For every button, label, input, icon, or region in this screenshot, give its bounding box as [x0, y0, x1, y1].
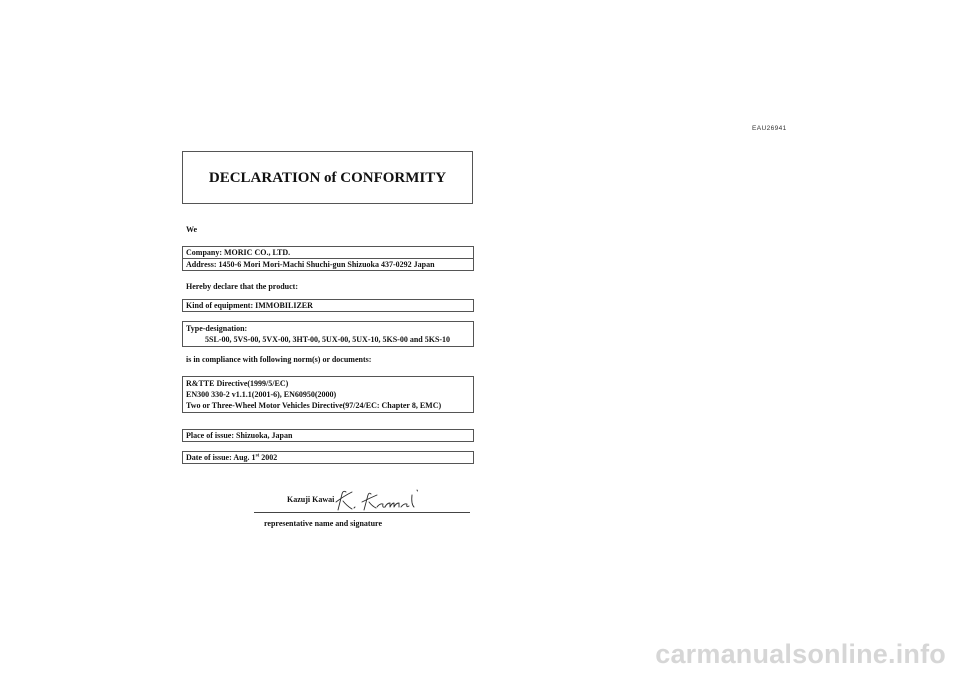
company-box [182, 246, 474, 271]
watermark-text: carmanualsonline.info [655, 639, 946, 669]
title-box [182, 151, 473, 204]
date-line [183, 452, 473, 463]
company-line: Company: MORIC CO., LTD. [186, 248, 291, 257]
type-label: Type-designation: [186, 324, 248, 333]
intro-text: We [186, 225, 198, 234]
date-suffix: 2002 [259, 453, 278, 462]
signature-line [254, 512, 470, 513]
declare-text: Hereby declare that the product: [186, 282, 298, 291]
page-title: DECLARATION of CONFORMITY [208, 170, 447, 186]
norms-box [182, 376, 474, 413]
equipment-box [182, 299, 474, 312]
date-prefix: Date of issue: Aug. 1 [186, 453, 256, 462]
representative-caption: representative name and signature [264, 519, 382, 528]
type-values: 5SL-00, 5VS-00, 5VX-00, 3HT-00, 5UX-00, 5UX-10, 5KS-00 and 5KS-10 [205, 335, 451, 344]
signature-image [330, 484, 430, 514]
date-ordinal: st [255, 453, 260, 459]
compliance-text: is in compliance with following norm(s) or documents: [186, 355, 372, 364]
place-box [182, 429, 474, 442]
type-designation-box [182, 321, 474, 347]
representative-name: Kazuji Kawai [287, 495, 335, 504]
document-code: EAU26941 [752, 125, 787, 132]
address-line: Address: 1450-6 Mori Mori-Machi Shuchi-gun Shizuoka 437-0292 Japan [183, 258, 473, 270]
norm-line: R&TTE Directive(1999/5/EC) [186, 379, 289, 388]
norm-line: Two or Three-Wheel Motor Vehicles Directive(97/24/EC: Chapter 8, EMC) [186, 401, 442, 410]
place-line: Place of issue: Shizuoka, Japan [186, 431, 293, 440]
date-box [182, 451, 474, 464]
equipment-line: Kind of equipment: IMMOBILIZER [186, 301, 313, 310]
norm-line: EN300 330-2 v1.1.1(2001-6), EN60950(2000) [186, 390, 337, 399]
